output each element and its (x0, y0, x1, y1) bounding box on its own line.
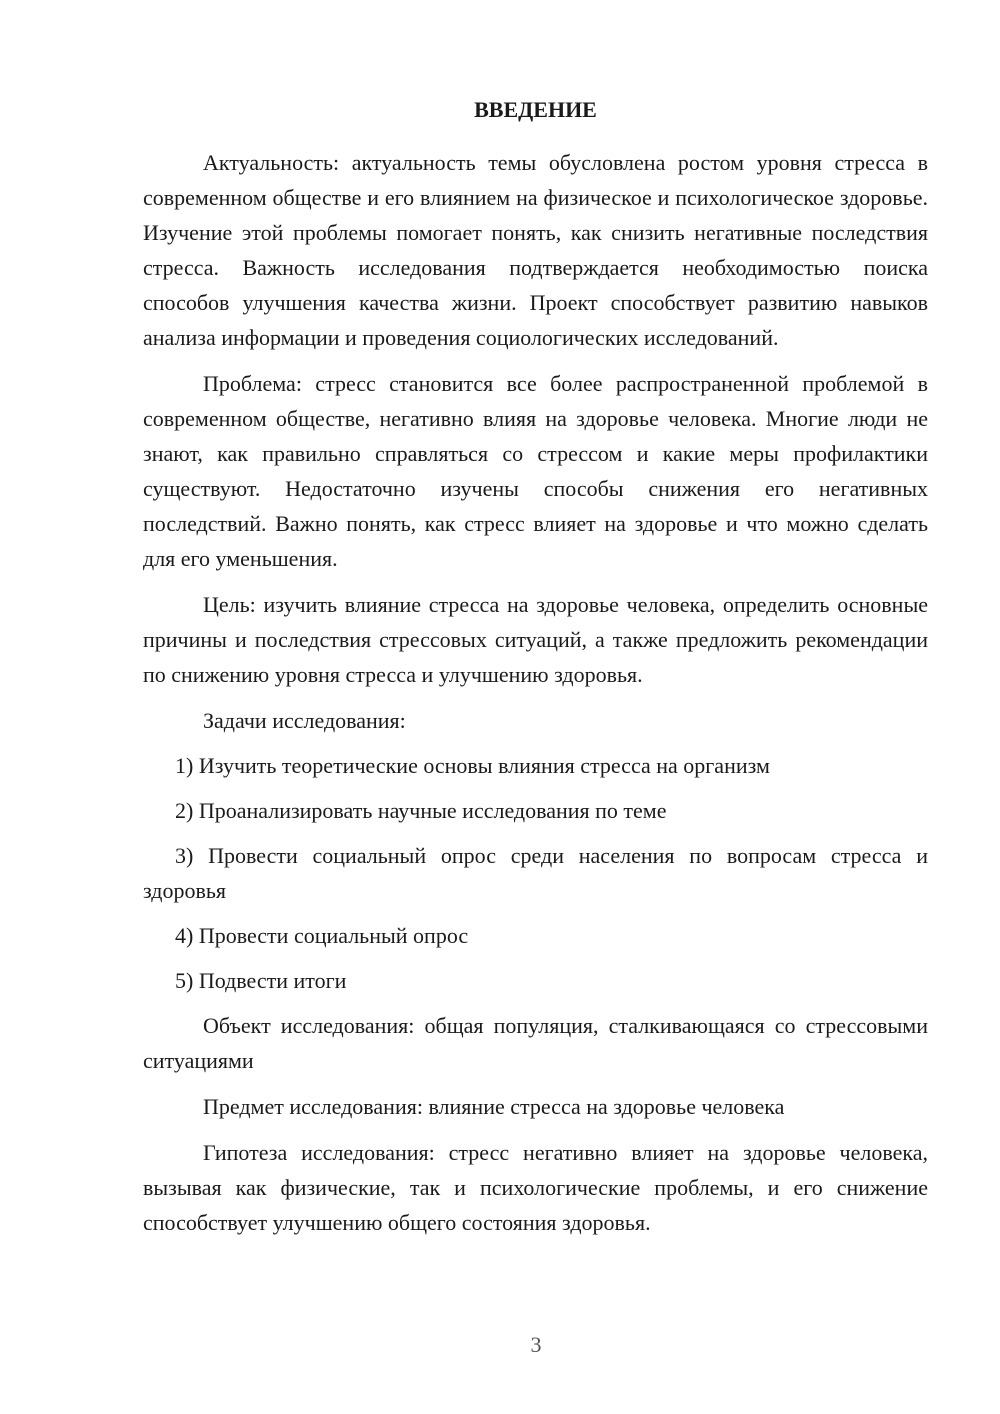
page-number: 3 (530, 1332, 542, 1357)
tasks-heading: Задачи исследования: (203, 708, 406, 733)
paragraph-goal: Цель: изучить влияние стресса на здоровье человека, определить основные причины и последствия стрессовых ситуаций, а также предложить рекомендации по снижению уровня стресса и улучшению здоровья. (143, 592, 928, 687)
paragraph-subject: Предмет исследования: влияние стресса на здоровье человека (203, 1094, 785, 1119)
paragraph-relevance: Актуальность: актуальность темы обусловлена ростом уровня стресса в современном обществе и его влиянием на физическое и психологическое здоровье. Изучение этой проблемы помогает понять, как снизить негативные последствия стресса. Важность исследования подтверждается необходимостью поиска способов улучшения качества жизни. Проект способствует развитию навыков анализа информации и проведения социологических исследований. (143, 150, 928, 350)
task-item-3: 3) Провести социальный опрос среди населения по вопросам стресса и здоровья (143, 843, 928, 903)
document-page (143, 92, 928, 1251)
task-item-4: 4) Провести социальный опрос (175, 923, 469, 948)
paragraph-problem: Проблема: стресс становится все более распространенной проблемой в современном обществе, негативно влияя на здоровье человека. Многие люди не знают, как правильно справляться со стрессом и какие меры профилактики существуют. Недостаточно изучены способы снижения его негативных последствий. Важно понять, как стресс влияет на здоровье и что можно сделать для его уменьшения. (143, 371, 928, 571)
paragraph-object: Объект исследования: общая популяция, сталкивающаяся со стрессовыми ситуациями (143, 1013, 928, 1073)
task-item-2: 2) Проанализировать научные исследования по теме (175, 798, 667, 823)
task-item-1: 1) Изучить теоретические основы влияния стресса на организм (175, 753, 770, 778)
paragraph-hypothesis: Гипотеза исследования: стресс негативно влияет на здоровье человека, вызывая как физические, так и психологические проблемы, и его снижение способствует улучшению общего состояния здоровья. (143, 1140, 928, 1235)
task-item-5: 5) Подвести итоги (175, 968, 347, 993)
section-title: ВВЕДЕНИЕ (474, 97, 597, 122)
